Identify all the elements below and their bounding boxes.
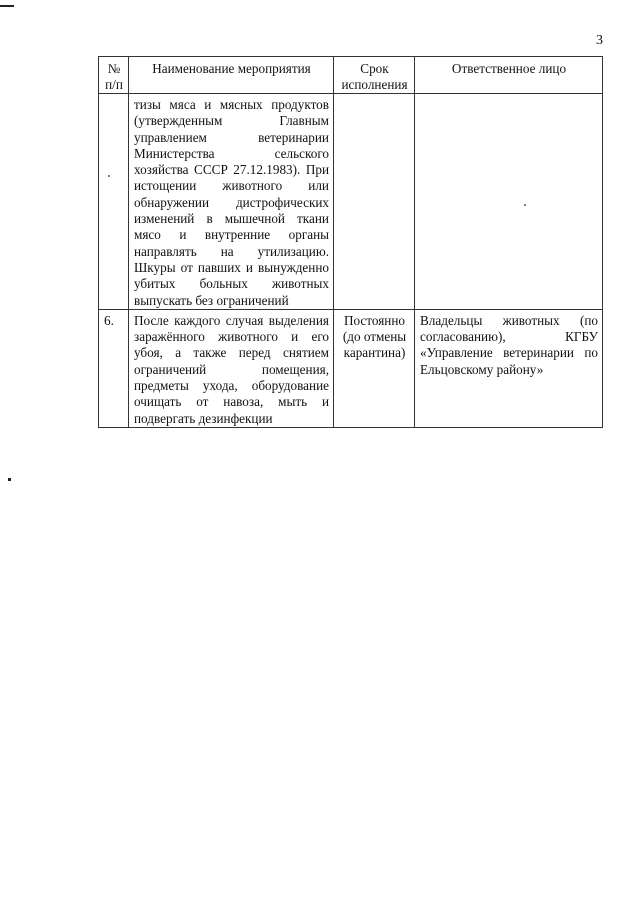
measure-name-cell: После каждого случая выделения заражённого животного и его убоя, а также перед снятием ограничений помещения, предметы ухода, оборудование очищать от навоза, мыть и подвергать дезинфекции	[129, 309, 334, 427]
responsible-cell: Владельцы животных (по согласованию), КГБУ «Управление ветеринарии по Ельцовскому району»	[415, 309, 603, 427]
scan-edge-mark	[0, 5, 14, 7]
deadline-cell: Постоянно (до отмены карантина)	[334, 309, 415, 427]
page-number: 3	[596, 33, 603, 48]
responsible-cell	[415, 94, 603, 310]
header-deadline: Срок исполнения	[334, 57, 415, 94]
table-header-row	[99, 57, 603, 94]
deadline-cell	[334, 94, 415, 310]
row-number-cell: 6.	[99, 309, 129, 427]
measure-name-cell: тизы мяса и мясных продуктов (утвержденным Главным управлением ветеринарии Министерства сельского хозяйства СССР 27.12.1983). При истощении животного или обнаружении дистрофических изменений в мышечной ткани мясо и внутренние органы направлять на утилизацию. Шкуры от павших и вынужденно убитых больных животных выпускать без ограничений	[129, 94, 334, 310]
header-number: № п/п	[99, 57, 129, 94]
header-measure-name: Наименование мероприятия	[129, 57, 334, 94]
row-number-cell	[99, 94, 129, 310]
header-responsible: Ответственное лицо	[415, 57, 603, 94]
measures-table	[98, 56, 603, 428]
scan-dot-mark	[8, 478, 11, 481]
table-row	[99, 309, 603, 427]
table-row	[99, 94, 603, 310]
